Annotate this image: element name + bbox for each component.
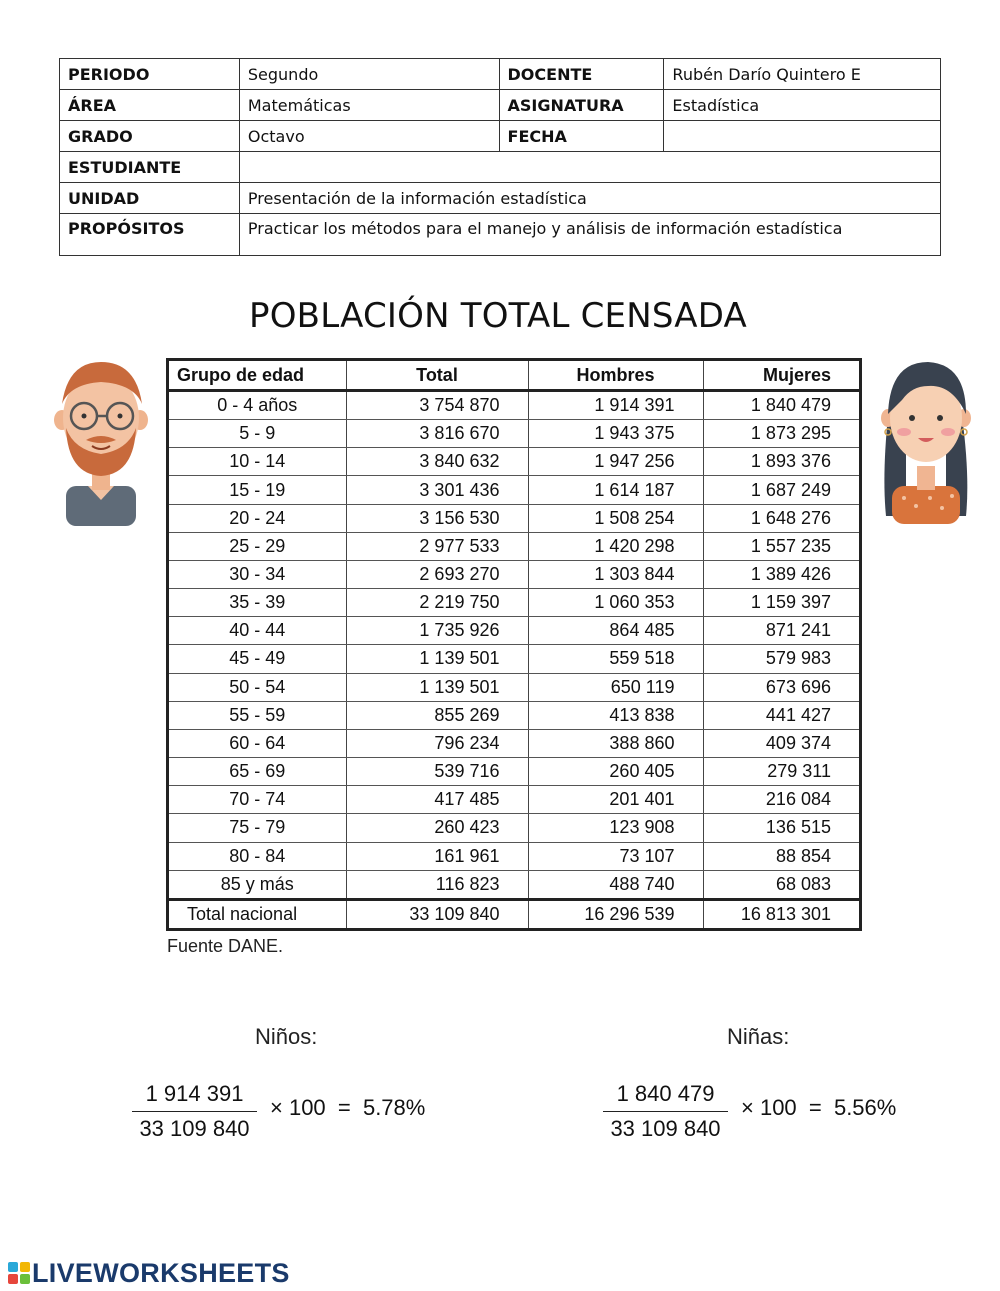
man-avatar-icon bbox=[48, 358, 154, 526]
total-total-cell: 33 109 840 bbox=[346, 899, 528, 928]
hombres-cell: 123 908 bbox=[528, 814, 703, 842]
hombres-cell: 1 614 187 bbox=[528, 476, 703, 504]
mujeres-cell: 1 840 479 bbox=[703, 391, 859, 420]
total-cell: 3 754 870 bbox=[346, 391, 528, 420]
total-cell: 1 139 501 bbox=[346, 673, 528, 701]
total-grupo-edad-cell: Total nacional bbox=[169, 899, 346, 928]
census-row bbox=[169, 814, 859, 842]
page-title: POBLACIÓN TOTAL CENSADA bbox=[249, 296, 747, 336]
periodo-value: Segundo bbox=[239, 59, 499, 90]
grupo-edad-cell: 15 - 19 bbox=[169, 476, 346, 504]
total-cell: 417 485 bbox=[346, 786, 528, 814]
census-row bbox=[169, 673, 859, 701]
info-row bbox=[60, 121, 941, 152]
grupo-edad-cell: 5 - 9 bbox=[169, 420, 346, 448]
total-cell: 3 301 436 bbox=[346, 476, 528, 504]
fecha-value[interactable] bbox=[664, 121, 941, 152]
census-table bbox=[169, 361, 859, 928]
asignatura-value: Estadística bbox=[664, 90, 941, 121]
info-row bbox=[60, 90, 941, 121]
grupo-edad-cell: 75 - 79 bbox=[169, 814, 346, 842]
ninas-title: Niñas: bbox=[727, 1024, 790, 1049]
mujeres-cell: 279 311 bbox=[703, 758, 859, 786]
ninas-numerator: 1 840 479 bbox=[603, 1081, 728, 1112]
area-label: ÁREA bbox=[60, 90, 240, 121]
hombres-cell: 864 485 bbox=[528, 617, 703, 645]
header-mujeres: Mujeres bbox=[703, 361, 859, 391]
census-row bbox=[169, 645, 859, 673]
info-row bbox=[60, 152, 941, 183]
census-table-frame bbox=[166, 358, 862, 931]
total-cell: 3 156 530 bbox=[346, 504, 528, 532]
census-total-row bbox=[169, 899, 859, 928]
ninas-fraction bbox=[603, 1081, 728, 1142]
estudiante-value[interactable] bbox=[239, 152, 940, 183]
docente-value: Rubén Darío Quintero E bbox=[664, 59, 941, 90]
info-row bbox=[60, 214, 941, 256]
grupo-edad-cell: 35 - 39 bbox=[169, 589, 346, 617]
asignatura-label: ASIGNATURA bbox=[499, 90, 664, 121]
ninos-title: Niños: bbox=[255, 1024, 318, 1049]
ninos-operation: × 100 = 5.78% bbox=[270, 1095, 426, 1120]
total-cell: 3 816 670 bbox=[346, 420, 528, 448]
census-row bbox=[169, 448, 859, 476]
total-cell: 1 139 501 bbox=[346, 645, 528, 673]
hombres-cell: 413 838 bbox=[528, 701, 703, 729]
total-cell: 260 423 bbox=[346, 814, 528, 842]
grupo-edad-cell: 40 - 44 bbox=[169, 617, 346, 645]
census-row bbox=[169, 617, 859, 645]
grupo-edad-cell: 0 - 4 años bbox=[169, 391, 346, 420]
info-table-body bbox=[60, 59, 941, 256]
hombres-cell: 1 060 353 bbox=[528, 589, 703, 617]
grupo-edad-cell: 45 - 49 bbox=[169, 645, 346, 673]
mujeres-cell: 88 854 bbox=[703, 842, 859, 870]
hombres-cell: 1 420 298 bbox=[528, 532, 703, 560]
mujeres-cell: 871 241 bbox=[703, 617, 859, 645]
hombres-cell: 559 518 bbox=[528, 645, 703, 673]
grupo-edad-cell: 65 - 69 bbox=[169, 758, 346, 786]
hombres-cell: 73 107 bbox=[528, 842, 703, 870]
estudiante-label: ESTUDIANTE bbox=[60, 152, 240, 183]
census-row bbox=[169, 786, 859, 814]
total-cell: 2 693 270 bbox=[346, 560, 528, 588]
census-row bbox=[169, 420, 859, 448]
ninas-denominator: 33 109 840 bbox=[610, 1116, 721, 1141]
mujeres-cell: 136 515 bbox=[703, 814, 859, 842]
mujeres-cell: 1 873 295 bbox=[703, 420, 859, 448]
census-row bbox=[169, 758, 859, 786]
grado-value: Octavo bbox=[239, 121, 499, 152]
grupo-edad-cell: 30 - 34 bbox=[169, 560, 346, 588]
ninos-fraction bbox=[132, 1081, 257, 1142]
census-header-row bbox=[169, 361, 859, 391]
mujeres-cell: 409 374 bbox=[703, 729, 859, 757]
mujeres-cell: 216 084 bbox=[703, 786, 859, 814]
census-row bbox=[169, 391, 859, 420]
logo-text: LIVEWORKSHEETS bbox=[32, 1258, 290, 1288]
census-row bbox=[169, 476, 859, 504]
grupo-edad-cell: 80 - 84 bbox=[169, 842, 346, 870]
fecha-label: FECHA bbox=[499, 121, 664, 152]
hombres-cell: 201 401 bbox=[528, 786, 703, 814]
unidad-value: Presentación de la información estadística bbox=[239, 183, 940, 214]
mujeres-cell: 1 389 426 bbox=[703, 560, 859, 588]
woman-avatar-icon bbox=[872, 356, 978, 524]
mujeres-cell: 68 083 bbox=[703, 870, 859, 899]
header-total: Total bbox=[346, 361, 528, 391]
hombres-cell: 1 943 375 bbox=[528, 420, 703, 448]
mujeres-cell: 1 648 276 bbox=[703, 504, 859, 532]
hombres-cell: 1 947 256 bbox=[528, 448, 703, 476]
grupo-edad-cell: 50 - 54 bbox=[169, 673, 346, 701]
census-row bbox=[169, 729, 859, 757]
mujeres-cell: 579 983 bbox=[703, 645, 859, 673]
header-hombres: Hombres bbox=[528, 361, 703, 391]
mujeres-cell: 1 893 376 bbox=[703, 448, 859, 476]
grupo-edad-cell: 85 y más bbox=[169, 870, 346, 899]
total-cell: 796 234 bbox=[346, 729, 528, 757]
hombres-cell: 1 914 391 bbox=[528, 391, 703, 420]
grupo-edad-cell: 20 - 24 bbox=[169, 504, 346, 532]
ninos-numerator: 1 914 391 bbox=[132, 1081, 257, 1112]
total-cell: 116 823 bbox=[346, 870, 528, 899]
area-value: Matemáticas bbox=[239, 90, 499, 121]
total-cell: 2 219 750 bbox=[346, 589, 528, 617]
total-cell: 1 735 926 bbox=[346, 617, 528, 645]
mujeres-cell: 1 159 397 bbox=[703, 589, 859, 617]
grupo-edad-cell: 70 - 74 bbox=[169, 786, 346, 814]
info-row bbox=[60, 59, 941, 90]
info-table bbox=[59, 58, 941, 256]
mujeres-cell: 673 696 bbox=[703, 673, 859, 701]
unidad-label: UNIDAD bbox=[60, 183, 240, 214]
hombres-cell: 1 303 844 bbox=[528, 560, 703, 588]
source-note: Fuente DANE. bbox=[167, 936, 284, 956]
grado-label: GRADO bbox=[60, 121, 240, 152]
total-cell: 2 977 533 bbox=[346, 532, 528, 560]
info-row bbox=[60, 183, 941, 214]
census-row bbox=[169, 701, 859, 729]
header-grupo-edad: Grupo de edad bbox=[169, 361, 346, 391]
propositos-value: Practicar los métodos para el manejo y análisis de información estadística bbox=[239, 214, 940, 256]
hombres-cell: 388 860 bbox=[528, 729, 703, 757]
census-row bbox=[169, 560, 859, 588]
ninas-operation: × 100 = 5.56% bbox=[741, 1095, 897, 1120]
total-cell: 539 716 bbox=[346, 758, 528, 786]
mujeres-cell: 441 427 bbox=[703, 701, 859, 729]
mujeres-cell: 1 687 249 bbox=[703, 476, 859, 504]
mujeres-cell: 1 557 235 bbox=[703, 532, 859, 560]
hombres-cell: 488 740 bbox=[528, 870, 703, 899]
grupo-edad-cell: 10 - 14 bbox=[169, 448, 346, 476]
census-row bbox=[169, 842, 859, 870]
docente-label: DOCENTE bbox=[499, 59, 664, 90]
census-row bbox=[169, 870, 859, 899]
total-mujeres-cell: 16 813 301 bbox=[703, 899, 859, 928]
grupo-edad-cell: 60 - 64 bbox=[169, 729, 346, 757]
periodo-label: PERIODO bbox=[60, 59, 240, 90]
grupo-edad-cell: 55 - 59 bbox=[169, 701, 346, 729]
hombres-cell: 1 508 254 bbox=[528, 504, 703, 532]
census-row bbox=[169, 589, 859, 617]
total-cell: 161 961 bbox=[346, 842, 528, 870]
total-cell: 3 840 632 bbox=[346, 448, 528, 476]
grupo-edad-cell: 25 - 29 bbox=[169, 532, 346, 560]
propositos-label: PROPÓSITOS bbox=[60, 214, 240, 256]
census-table-body bbox=[169, 391, 859, 929]
ninos-denominator: 33 109 840 bbox=[139, 1116, 250, 1141]
total-cell: 855 269 bbox=[346, 701, 528, 729]
census-row bbox=[169, 532, 859, 560]
total-hombres-cell: 16 296 539 bbox=[528, 899, 703, 928]
liveworksheets-logo-icon bbox=[8, 1262, 30, 1284]
census-row bbox=[169, 504, 859, 532]
hombres-cell: 260 405 bbox=[528, 758, 703, 786]
hombres-cell: 650 119 bbox=[528, 673, 703, 701]
